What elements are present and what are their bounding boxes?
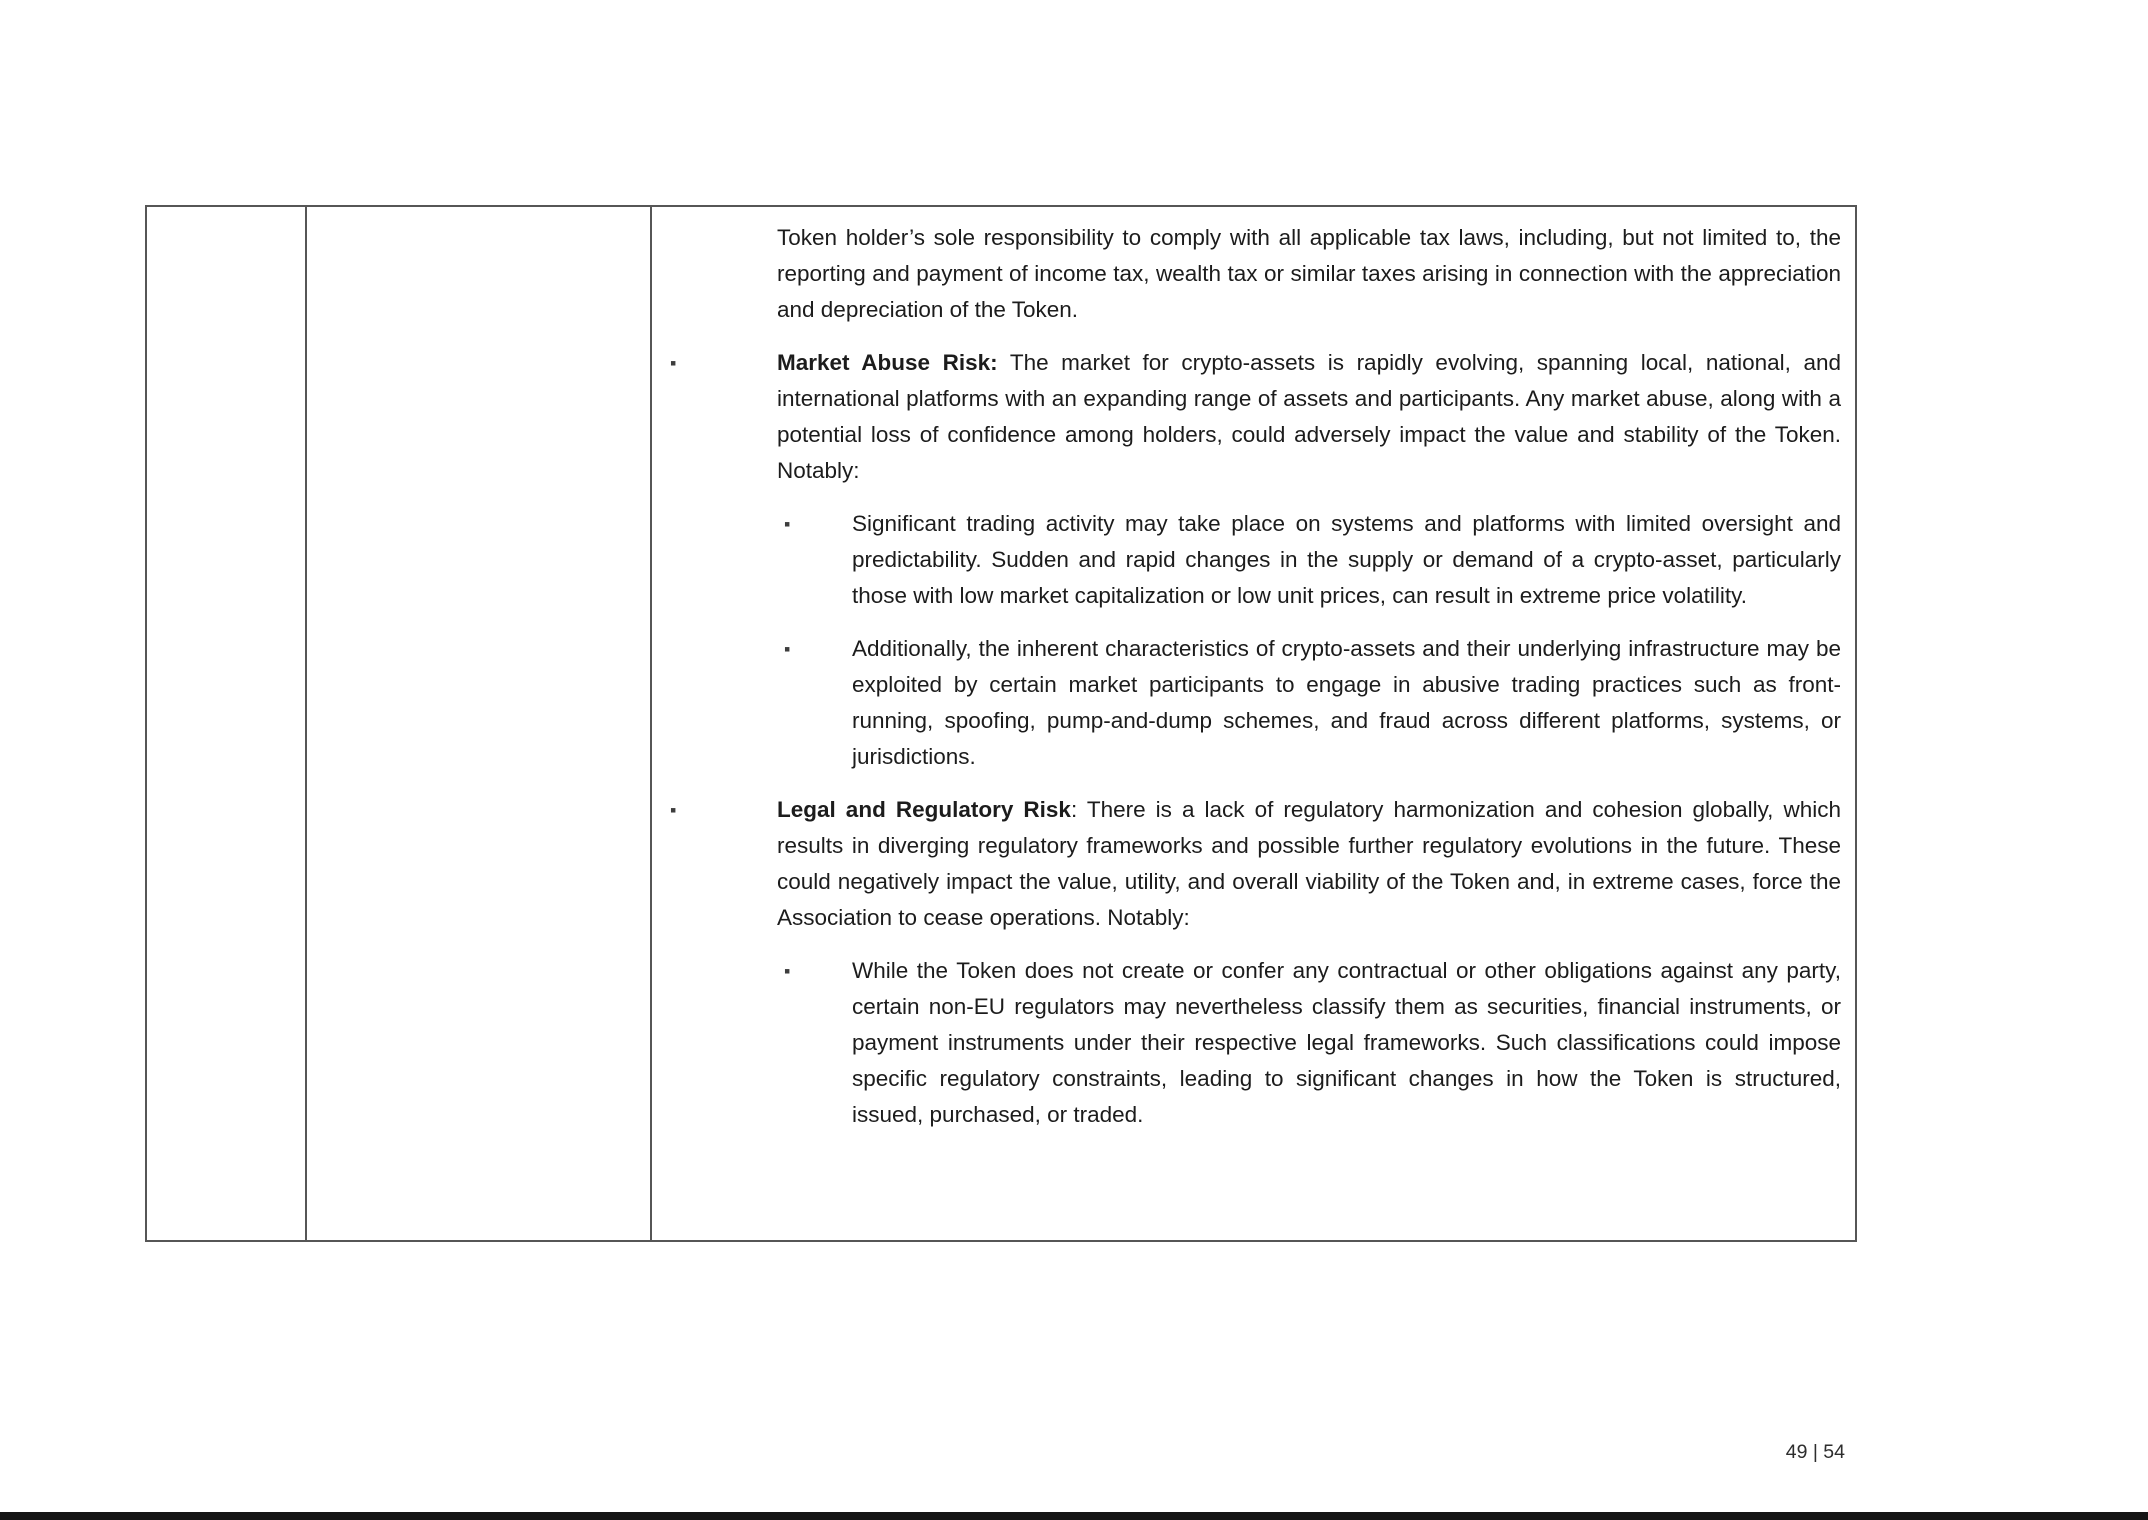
square-bullet-icon: ▪: [784, 639, 791, 659]
table-cell-content: [652, 207, 1855, 1240]
subbullet-text: Significant trading activity may take place on systems and platforms with limited oversight and predictability. Sudden and rapid changes in the supply or demand of a crypto-asset, particularly those with low market capitalization or low unit prices, can result in extreme price volatility.: [852, 511, 1841, 608]
subbullet-text: Additionally, the inherent characteristics of crypto-assets and their underlying infrastructure may be exploited by certain market participants to engage in abusive trading practices such as front-running, spoofing, pump-and-dump schemes, and fraud across different platforms, systems, or jurisdictions.: [852, 636, 1841, 769]
risk-disclosure-table: [145, 205, 1857, 1242]
bullet-lead-bold: Legal and Regulatory Risk: [777, 797, 1071, 822]
subbullet-text: While the Token does not create or confer any contractual or other obligations against any party, certain non-EU regulators may nevertheless classify them as securities, financial instruments, or payment instruments under their respective legal frameworks. Such classifications could impose specific regulatory constraints, leading to significant changes in how the Token is structured, issued, purchased, or traded.: [852, 958, 1841, 1127]
square-bullet-icon: ▪: [784, 514, 791, 534]
paragraph-text: Token holder’s sole responsibility to comply with all applicable tax laws, including, but not limited to, the reporting and payment of income tax, wealth tax or similar taxes arising in connection with the appreciation and depreciation of the Token.: [777, 225, 1841, 322]
subbullet-classification-constraints: [652, 953, 1841, 1133]
square-bullet-icon: ▪: [670, 353, 677, 373]
table-cell-empty-middle: [307, 207, 652, 1240]
subbullet-trading-activity: [652, 506, 1841, 614]
subbullet-abusive-practices: [652, 631, 1841, 775]
table-cell-empty-left: [147, 207, 307, 1240]
paragraph-tax-responsibility: [652, 220, 1841, 328]
bullet-body-text: The market for crypto-assets is rapidly evolving, spanning local, national, and international platforms with an expanding range of assets and participants. Any market abuse, along with a potential loss of confidence among holders, could adversely impact the value and stability of the Token. Notably:: [777, 350, 1842, 483]
square-bullet-icon: ▪: [670, 800, 677, 820]
bullet-text: [777, 792, 1841, 936]
square-bullet-icon: ▪: [784, 961, 791, 981]
bullet-lead-bold: Market Abuse Risk:: [777, 350, 998, 375]
page-number: 49 | 54: [1785, 1441, 1845, 1463]
bullet-body-text: : There is a lack of regulatory harmonization and cohesion globally, which results in diverging regulatory frameworks and possible further regulatory evolutions in the future. These could negatively impact the value, utility, and overall viability of the Token and, in extreme cases, force the Association to cease operations. Notably:: [777, 797, 1841, 930]
bullet-text: [777, 345, 1841, 489]
bullet-market-abuse-risk: [652, 345, 1841, 489]
bullet-legal-regulatory-risk: [652, 792, 1841, 936]
window-bottom-edge: [0, 1512, 2148, 1520]
